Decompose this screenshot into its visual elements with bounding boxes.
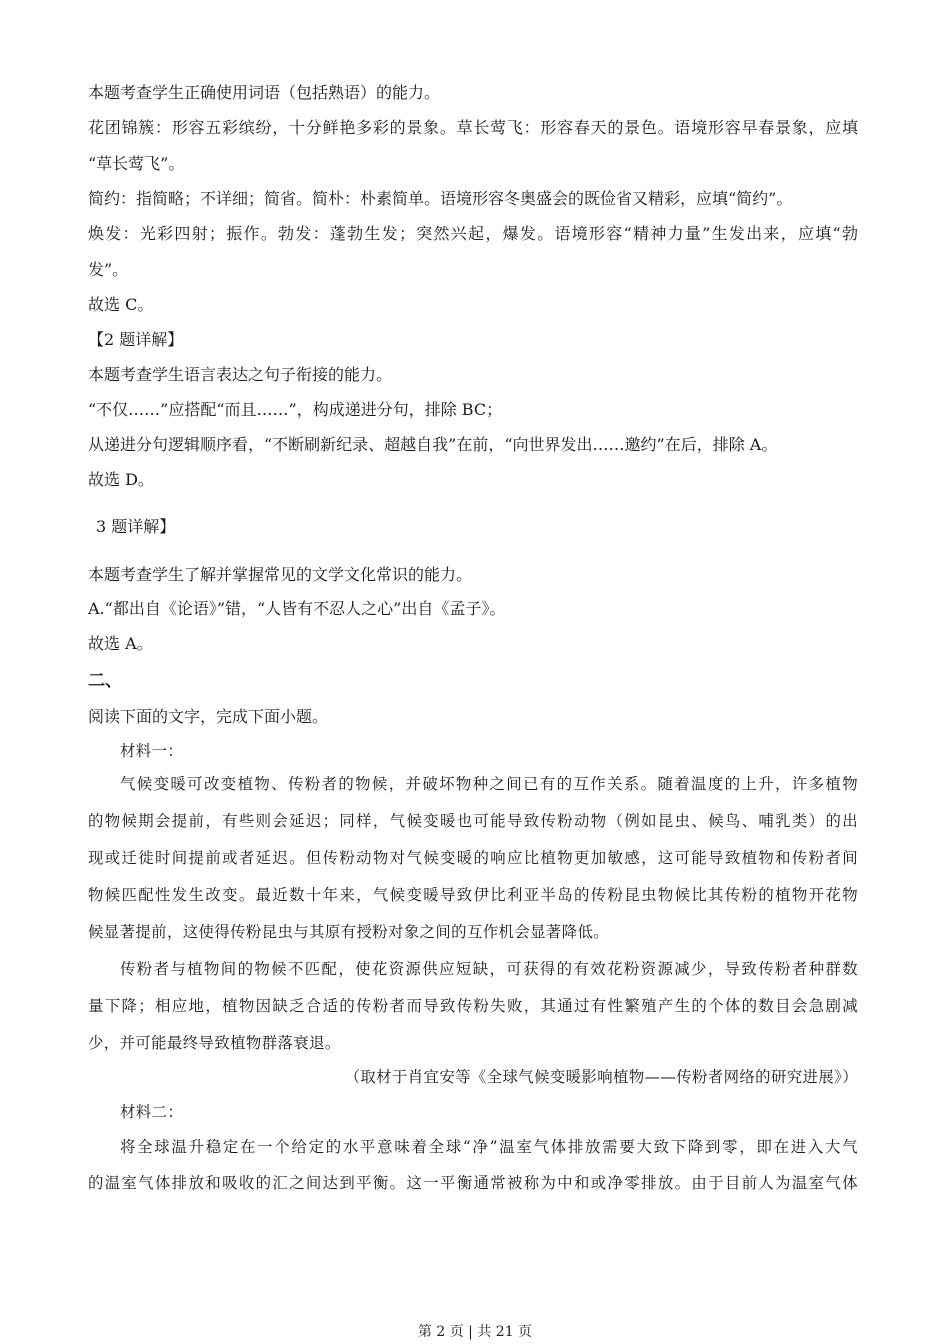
material-one-line: 现或迁徙时间提前或者延迟。但传粉动物对气候变暖的响应比植物更加敏感，这可能导致植物和传粉者间: [88, 849, 858, 867]
q2-line1: “不仅……”应搭配“而且……”，构成递进分句，排除 BC；: [88, 400, 503, 419]
section-instruction: 阅读下面的文字，完成下面小题。: [88, 707, 329, 726]
q1-item1-line2: “草长莺飞”。: [88, 154, 185, 173]
material-one-line: 传粉者与植物间的物候不匹配，使花资源供应短缺，可获得的有效花粉资源减少，导致传粉者种群数: [120, 960, 858, 978]
section-heading: 二、: [88, 671, 122, 691]
material-two-label: 材料二：: [120, 1103, 184, 1121]
q1-item3-line1: 焕发：光彩四射；振作。勃发：蓬勃生发；突然兴起，爆发。语境形容“精神力量”生发出来，应填“勃: [88, 224, 858, 243]
q2-title: 【2 题详解】: [88, 330, 184, 349]
q1-item2: 简约：指简略；不详细；简省。简朴：朴素简单。语境形容冬奥盛会的既俭省又精彩，应填“简约”。: [88, 189, 793, 208]
material-two-line: 的温室气体排放和吸收的汇之间达到平衡。这一平衡通常被称为中和或净零排放。由于目前人为温室气体: [88, 1174, 858, 1192]
q3-line1: A.“都出自《论语》”错，“人皆有不忍人之心”出自《孟子》。: [88, 599, 506, 618]
q2-line2: 从递进分句逻辑顺序看，“不断刷新纪录、超越自我”在前，“向世界发出……邀约”在后，排除 A。: [88, 435, 778, 454]
q3-answer: 故选 A。: [88, 634, 153, 653]
q1-answer: 故选 C。: [88, 295, 154, 314]
page-footer: 第 2 页 | 共 21 页: [417, 1324, 533, 1340]
q1-item1-line1: 花团锦簇：形容五彩缤纷，十分鲜艳多彩的景象。草长莺飞：形容春天的景色。语境形容早春景象，应填: [88, 118, 858, 137]
material-one-label: 材料一：: [120, 742, 184, 760]
q3-title: 3 题详解】: [96, 517, 176, 536]
q2-answer: 故选 D。: [88, 470, 154, 489]
material-one-source: （取材于肖宜安等《全球气候变暖影响植物——传粉者网络的研究进展》）: [344, 1068, 858, 1086]
q3-intro: 本题考查学生了解并掌握常见的文学文化常识的能力。: [88, 565, 473, 584]
material-one-line: 少，并可能最终导致植物群落衰退。: [88, 1034, 341, 1052]
material-one-line: 的物候期会提前，有些则会延迟；同样，气候变暖也可能导致传粉动物（例如昆虫、候鸟、哺乳类）的出: [88, 812, 858, 830]
q2-intro: 本题考查学生语言表达之句子衔接的能力。: [88, 365, 393, 384]
material-one-line: 物候匹配性发生改变。最近数十年来，气候变暖导致伊比利亚半岛的传粉昆虫物候比其传粉的植物开花物: [88, 886, 858, 904]
material-one-line: 量下降；相应地，植物因缺乏合适的传粉者而导致传粉失败，其通过有性繁殖产生的个体的数目会急剧减: [88, 997, 858, 1015]
q1-intro: 本题考查学生正确使用词语（包括熟语）的能力。: [88, 83, 441, 102]
material-one-line: 候显著提前，这使得传粉昆虫与其原有授粉对象之间的互作机会显著降低。: [88, 923, 610, 941]
q1-item3-line2: 发”。: [88, 260, 129, 279]
material-one-line: 气候变暖可改变植物、传粉者的物候，并破坏物种之间已有的互作关系。随着温度的上升，许多植物: [120, 775, 858, 793]
material-two-line: 将全球温升稳定在一个给定的水平意味着全球“净”温室气体排放需要大致下降到零，即在进入大气: [120, 1138, 858, 1156]
